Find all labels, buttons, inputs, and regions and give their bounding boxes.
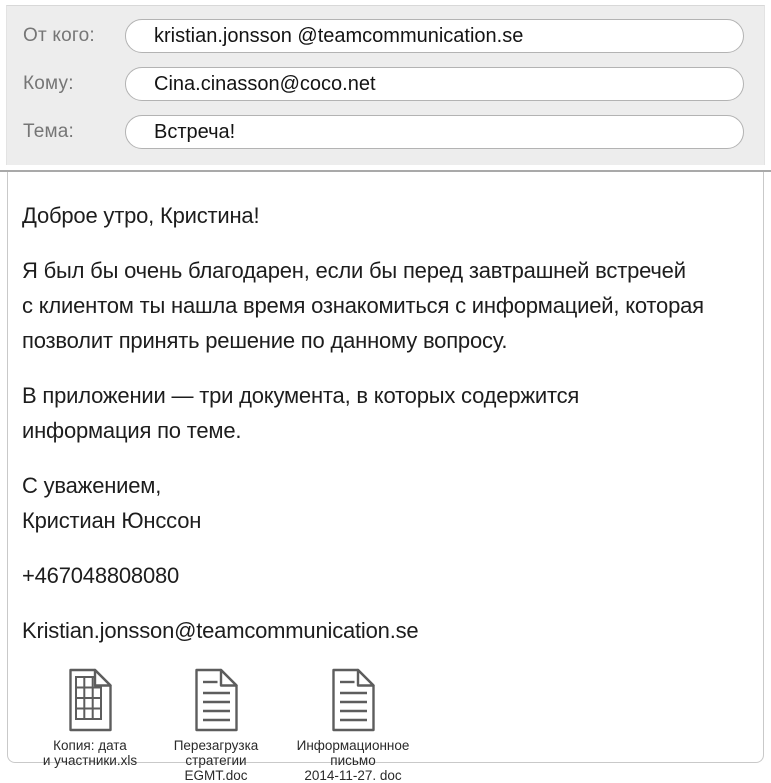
from-input[interactable] — [125, 19, 744, 53]
text-line: информация по теме. — [22, 418, 242, 443]
sender-email: Kristian.jonsson@teamcommunication.se — [22, 618, 419, 643]
attachment-label-line: стратегии — [185, 753, 247, 768]
subject-label: Тема: — [23, 121, 75, 142]
attachment-label — [297, 738, 410, 783]
text-line: Доброе утро, Кристина! — [22, 203, 260, 228]
text-line: позволит принять решение по данному вопросу. — [22, 328, 508, 353]
text-line: с клиентом ты нашла время ознакомиться с информацией, которая — [22, 293, 704, 318]
message-body[interactable] — [7, 172, 764, 783]
text-line: В приложении — три документа, в которых содержится — [22, 383, 580, 408]
signature-paragraph — [22, 468, 739, 538]
from-field-row — [15, 19, 744, 53]
phone-paragraph — [22, 558, 739, 593]
to-field-row — [15, 67, 744, 101]
attachment-xls[interactable] — [26, 668, 154, 768]
attachment-doc-infoletter[interactable] — [278, 668, 428, 783]
attachment-label-line: письмо — [330, 753, 376, 768]
attachment-label-line: и участники.xls — [42, 753, 138, 768]
text-line: С уважением, — [22, 473, 162, 498]
request-paragraph — [22, 253, 739, 358]
text-line: Кристиан Юнссон — [22, 508, 202, 533]
subject-input[interactable] — [125, 115, 744, 149]
attachments-note-paragraph — [22, 378, 739, 448]
document-file-icon — [330, 668, 377, 732]
attachment-label-line: Перезагрузка — [173, 738, 259, 753]
attachment-label — [174, 738, 259, 783]
attachment-label-line: 2014-11-27. doc — [304, 768, 402, 783]
subject-field-row — [15, 115, 744, 149]
attachments-row — [22, 668, 739, 783]
to-label: Кому: — [23, 73, 74, 94]
attachment-label-line: EGMT.doc — [184, 768, 248, 783]
document-file-icon — [193, 668, 240, 732]
email-paragraph — [22, 613, 739, 648]
attachment-label — [43, 738, 137, 768]
attachment-label-line: Копия: дата — [53, 738, 127, 753]
phone-number: +467048808080 — [22, 563, 180, 588]
to-input[interactable] — [125, 67, 744, 101]
text-line: Я был бы очень благодарен, если бы перед завтрашней встречей — [22, 258, 686, 283]
spreadsheet-file-icon — [67, 668, 114, 732]
from-label: От кого: — [23, 25, 95, 46]
attachment-label-line: Информационное — [296, 738, 410, 753]
greeting-paragraph — [22, 198, 739, 233]
compose-header — [6, 5, 765, 165]
attachment-doc-strategy[interactable] — [154, 668, 278, 783]
